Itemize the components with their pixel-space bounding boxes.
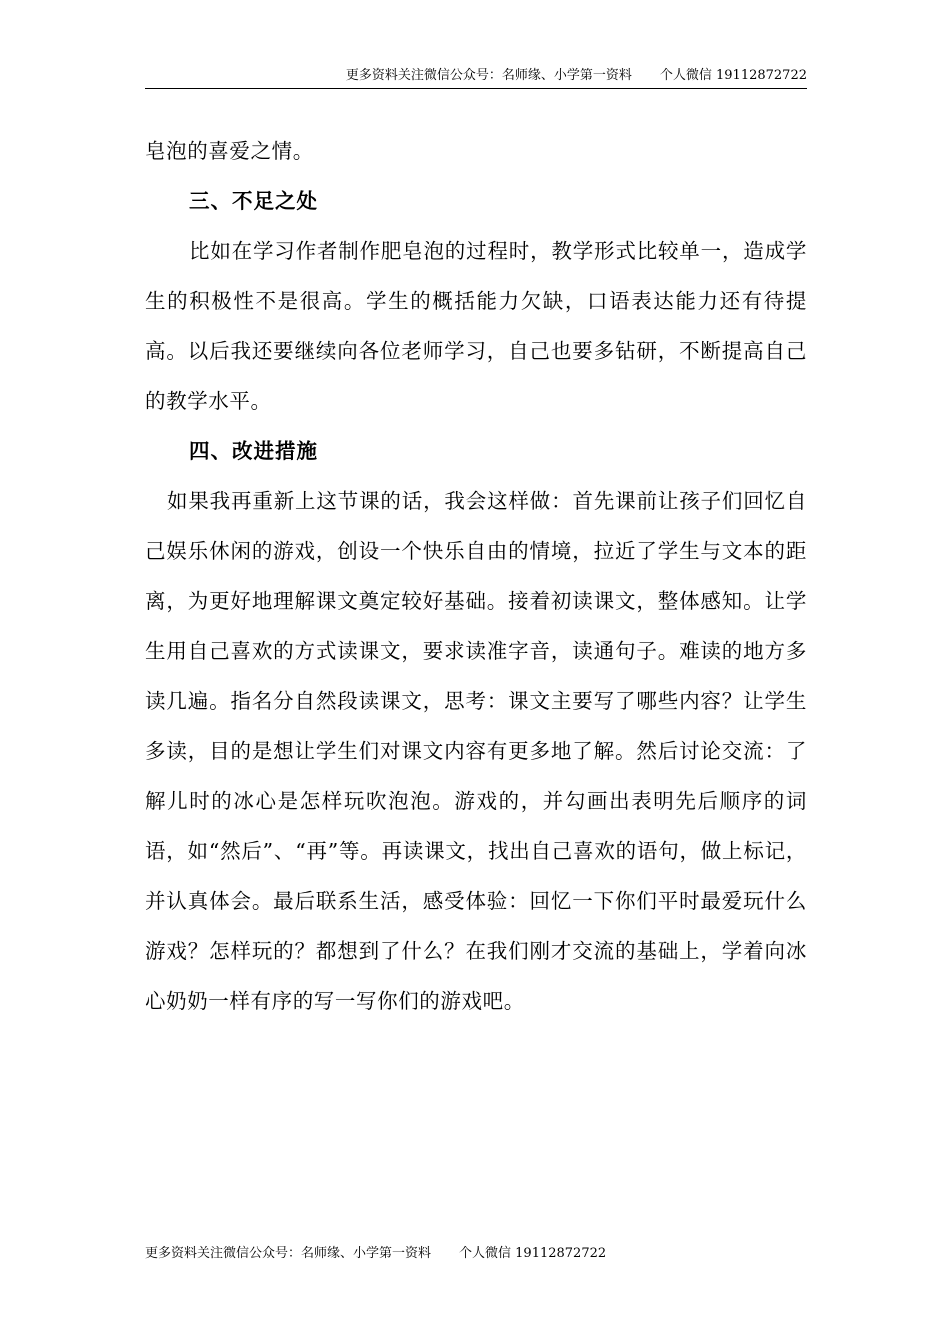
continuation-paragraph: 皂泡的喜爱之情。 (145, 139, 314, 163)
shortcomings-paragraph: 比如在学习作者制作肥皂泡的过程时，教学形式比较单一，造成学生的积极性不是很高。学生的概括能力欠缺，口语表达能力还有待提高。以后我还要继续向各位老师学习，自己也要多钻研，不断提高自己的教学水平。 (145, 239, 807, 413)
improvements-paragraph: 如果我再重新上这节课的话，我会这样做：首先课前让孩子们回忆自己娱乐休闲的游戏，创设一个快乐自由的情境，拉近了学生与文本的距离，为更好地理解课文奠定较好基础。接着初读课文，整体感知。让学生用自己喜欢的方式读课文，要求读准字音，读通句子。难读的地方多读几遍。指名分自然段读课文，思考：课文主要写了哪些内容？让学生多读，目的是想让学生们对课文内容有更多地了解。然后讨论交流：了解儿时的冰心是怎样玩吹泡泡。游戏的，并勾画出表明先后顺序的词语，如“然后”、“再”等。再读课文，找出自己喜欢的语句，做上标记，并认真体会。最后联系生活，感受体验：回忆一下你们平时最爱玩什么游戏？怎样玩的？都想到了什么？在我们刚才交流的基础上，学着向冰心奶奶一样有序的写一写你们的游戏吧。 (145, 489, 807, 1013)
page-footer (145, 1246, 606, 1266)
footer-promo: 更多资料关注微信公众号：名师缘、小学第一资料 (145, 1246, 432, 1261)
document-body (145, 126, 807, 1026)
section-heading-shortcomings: 三、不足之处 (189, 189, 318, 213)
header-text (346, 68, 807, 84)
footer-text (145, 1246, 606, 1262)
footer-wechat: 个人微信 19112872722 (459, 1246, 607, 1261)
section-heading-improvements: 四、改进措施 (189, 439, 318, 463)
page-header (145, 66, 807, 89)
header-wechat: 个人微信 19112872722 (659, 68, 807, 83)
header-promo: 更多资料关注微信公众号：名师缘、小学第一资料 (345, 68, 632, 83)
